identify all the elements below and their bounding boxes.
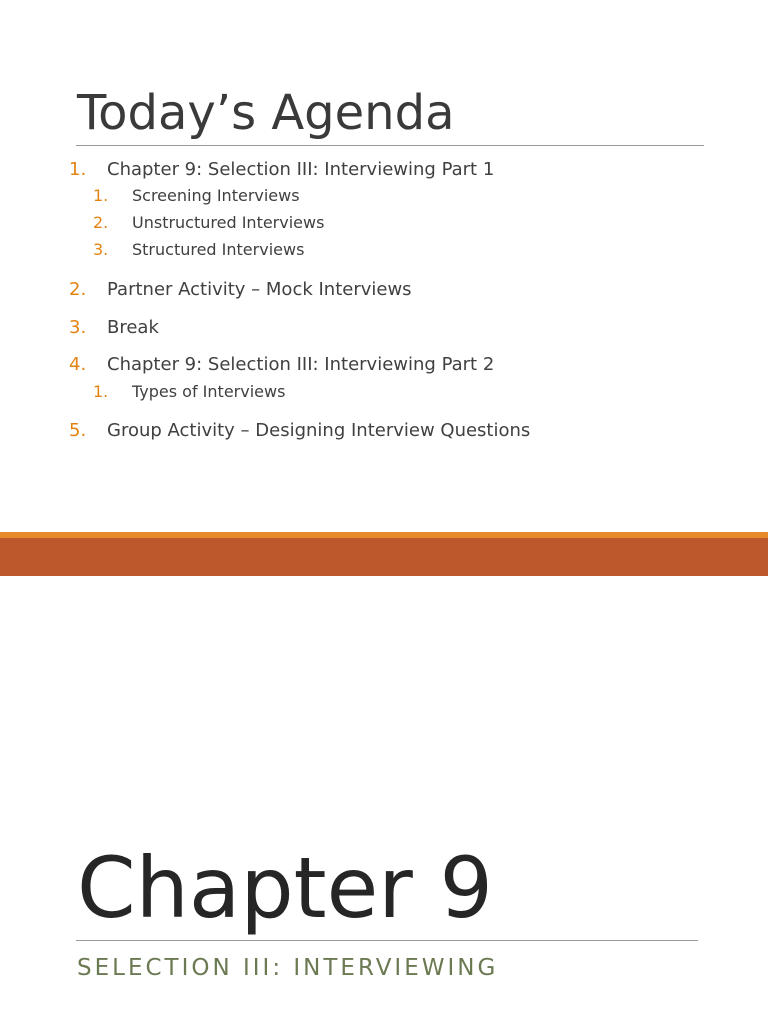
agenda-item-text: Chapter 9: Selection III: Interviewing Part 2 [107,354,495,375]
agenda-item-text: Chapter 9: Selection III: Interviewing Part 1 [107,159,495,180]
agenda-subitem-number: 2. [93,213,109,232]
agenda-subitem-number: 1. [93,382,109,401]
agenda-subitem-text: Screening Interviews [132,186,300,205]
agenda-subitem-number: 1. [93,186,109,205]
agenda-item-number: 4. [69,354,87,375]
agenda-subitem-number: 3. [93,240,109,259]
agenda-title-rule [76,145,704,146]
agenda-item-number: 5. [69,420,87,441]
slide-divider-band [0,538,768,576]
chapter-title: Chapter 9 [77,839,493,937]
chapter-title-rule [76,940,698,941]
agenda-item-number: 1. [69,159,87,180]
agenda-subitem-text: Unstructured Interviews [132,213,325,232]
agenda-item-text: Group Activity – Designing Interview Questions [107,420,531,441]
agenda-item-number: 3. [69,317,87,338]
agenda-subitem-text: Structured Interviews [132,240,305,259]
agenda-title: Today’s Agenda [77,85,455,141]
agenda-item-number: 2. [69,279,87,300]
agenda-item-text: Partner Activity – Mock Interviews [107,279,412,300]
agenda-subitem-text: Types of Interviews [132,382,286,401]
agenda-item-text: Break [107,317,159,338]
chapter-subtitle: SELECTION III: INTERVIEWING [77,955,499,981]
